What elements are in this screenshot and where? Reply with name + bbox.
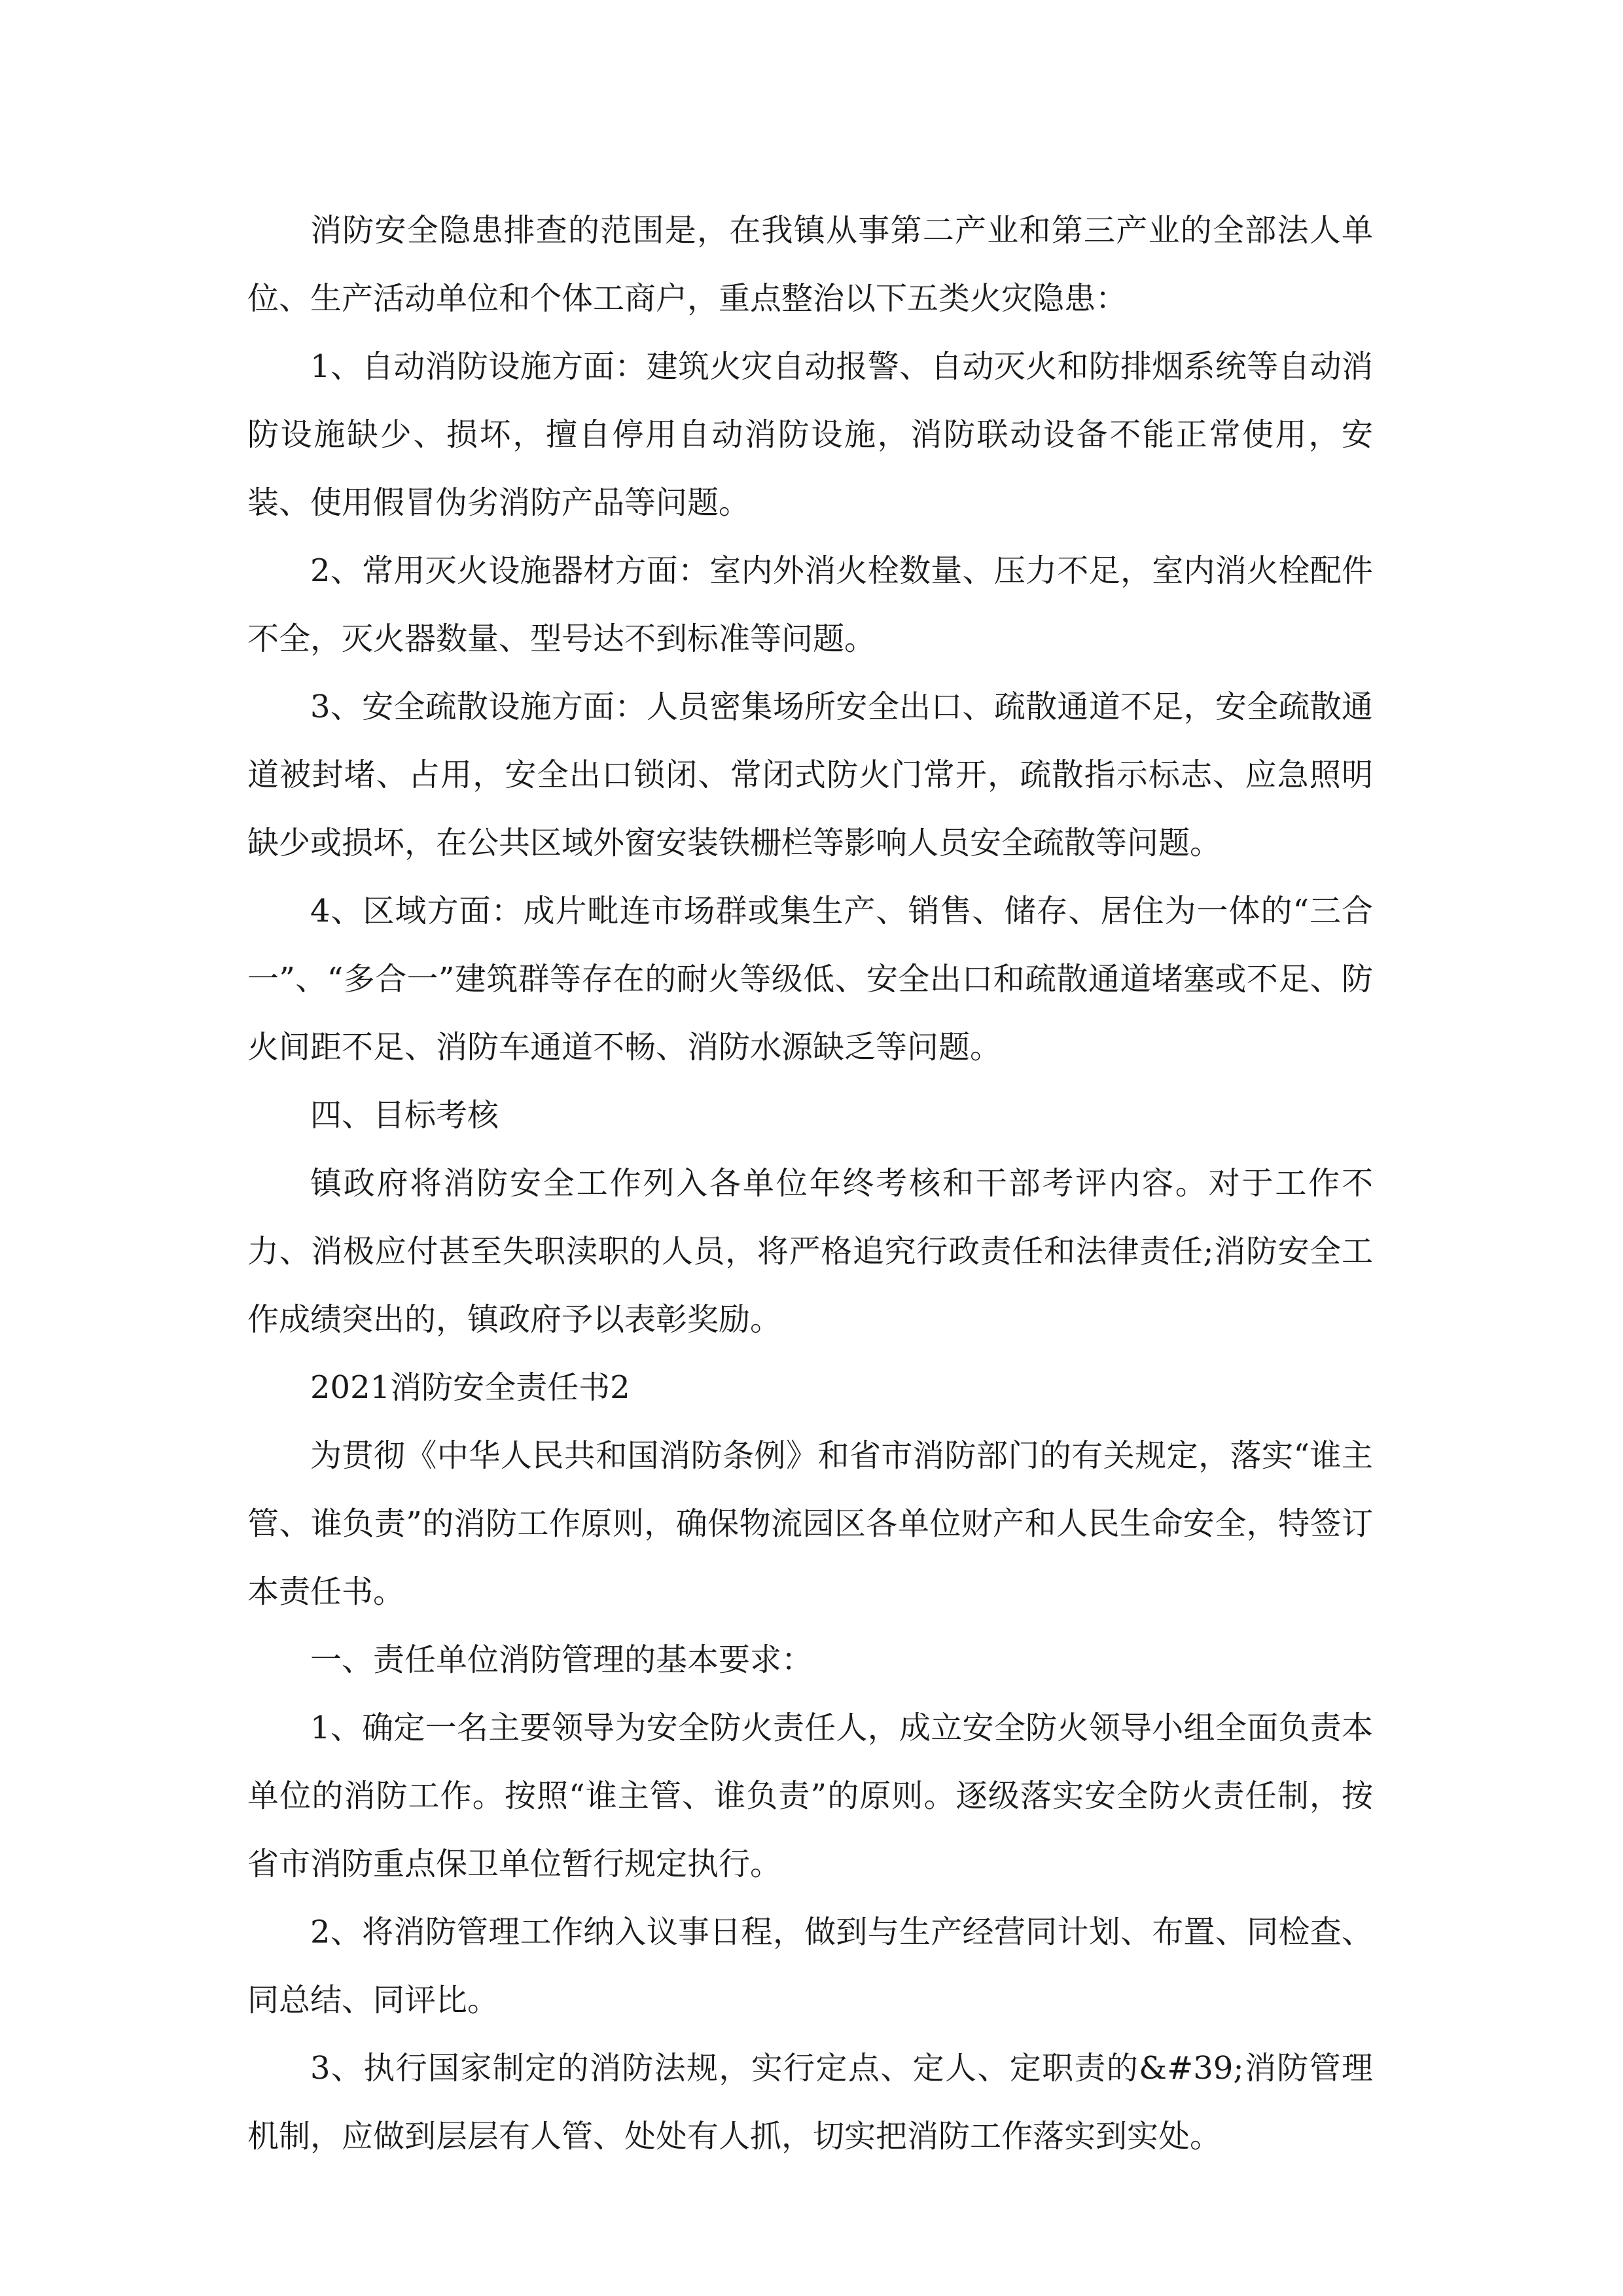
document-subtitle: 2021消防安全责任书2: [310, 1369, 630, 1406]
paragraph-requirement-1: 1、确定一名主要领导为安全防火责任人，成立安全防火领导小组全面负责本单位的消防工作。按照“谁主管、谁负责”的原则。逐级落实安全防火责任制，按省市消防重点保卫单位暂行规定执行。: [247, 1710, 1373, 1882]
paragraph-item-1: 1、自动消防设施方面：建筑火灾自动报警、自动灭火和防排烟系统等自动消防设施缺少、损坏，擅自停用自动消防设施，消防联动设备不能正常使用，安装、使用假冒伪劣消防产品等问题。: [247, 348, 1373, 521]
paragraph-intro: 为贯彻《中华人民共和国消防条例》和省市消防部门的有关规定，落实“谁主管、谁负责”的消防工作原则，确保物流园区各单位财产和人民生命安全，特签订本责任书。: [247, 1437, 1373, 1610]
section-heading-target: 四、目标考核: [310, 1097, 499, 1134]
paragraph-item-4: 4、区域方面：成片毗连市场群或集生产、销售、储存、居住为一体的“三合一”、“多合一”建筑群等存在的耐火等级低、安全出口和疏散通道堵塞或不足、防火间距不足、消防车通道不畅、消防水源缺乏等问题。: [247, 893, 1373, 1066]
paragraph-item-3: 3、安全疏散设施方面：人员密集场所安全出口、疏散通道不足，安全疏散通道被封堵、占用，安全出口锁闭、常闭式防火门常开，疏散指示标志、应急照明缺少或损坏，在公共区域外窗安装铁栅栏等影响人员安全疏散等问题。: [247, 689, 1373, 861]
paragraph-item-2: 2、常用灭火设施器材方面：室内外消火栓数量、压力不足，室内消火栓配件不全，灭火器数量、型号达不到标准等问题。: [247, 552, 1373, 657]
paragraph-scope: 消防安全隐患排查的范围是，在我镇从事第二产业和第三产业的全部法人单位、生产活动单位和个体工商户，重点整治以下五类火灾隐患：: [247, 212, 1373, 317]
section-heading-requirements: 一、责任单位消防管理的基本要求：: [310, 1641, 813, 1678]
paragraph-requirement-2: 2、将消防管理工作纳入议事日程，做到与生产经营同计划、布置、同检查、同总结、同评比。: [247, 1914, 1373, 2018]
paragraph-requirement-3: 3、执行国家制定的消防法规，实行定点、定人、定职责的&#39;消防管理机制，应做到层层有人管、处处有人抓，切实把消防工作落实到实处。: [247, 2050, 1373, 2155]
paragraph-assessment: 镇政府将消防安全工作列入各单位年终考核和干部考评内容。对于工作不力、消极应付甚至失职渎职的人员，将严格追究行政责任和法律责任;消防安全工作成绩突出的，镇政府予以表彰奖励。: [247, 1165, 1373, 1338]
document-body: [247, 196, 1373, 2170]
